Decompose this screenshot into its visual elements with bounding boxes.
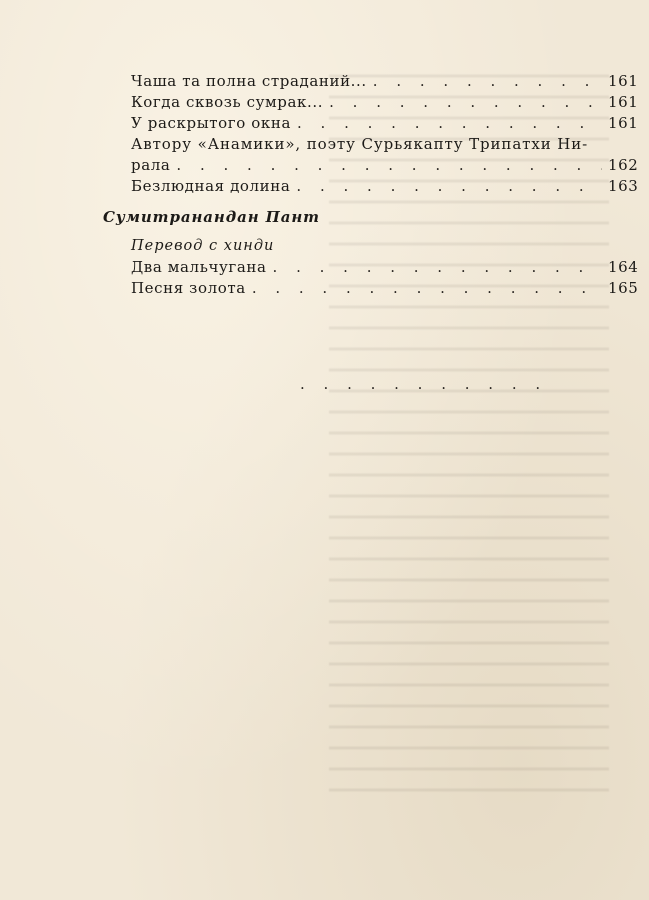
- toc-entry: [131, 114, 639, 135]
- toc-entry-page: 162: [608, 156, 639, 174]
- toc-entry-title: Чаша та полна страданий...: [131, 72, 367, 90]
- toc-entry: [131, 177, 639, 198]
- toc-entry-page: 161: [608, 93, 639, 111]
- toc-entry: [131, 72, 639, 93]
- dot-leader: [373, 72, 602, 90]
- section-separator-dots: . . . . . . . . . . .: [300, 375, 548, 393]
- dot-leader: [297, 114, 602, 132]
- toc-entry-page: 161: [608, 72, 639, 90]
- toc-entry-page: 165: [608, 279, 639, 297]
- author-heading: Сумитранандан Пант: [103, 208, 320, 226]
- toc-entry: [131, 156, 639, 177]
- toc-entry: [131, 279, 639, 300]
- toc-entry: [131, 93, 639, 114]
- toc-entry-title: Безлюдная долина: [131, 177, 291, 195]
- toc-entry-title: Два мальчугана: [131, 258, 267, 276]
- dot-leader: [252, 279, 602, 297]
- dot-leader: [296, 177, 602, 195]
- dot-leader: [176, 156, 602, 174]
- dot-leader: [329, 93, 602, 111]
- dot-leader: [273, 258, 602, 276]
- toc-entry-title-line1: Автору «Анамики», поэту Сурьякапту Трипатхи Ни-: [131, 135, 589, 153]
- toc-entry-title-line2: рала: [131, 156, 171, 174]
- toc-entry-page: 164: [608, 258, 639, 276]
- table-of-contents: [103, 72, 639, 300]
- toc-entry: [131, 258, 639, 279]
- toc-entry-title: Песня золота: [131, 279, 246, 297]
- toc-entry-page: 163: [608, 177, 639, 195]
- toc-entry-page: 161: [608, 114, 639, 132]
- toc-entry-title: У раскрытого окна: [131, 114, 292, 132]
- toc-entry-title: Когда сквозь сумрак...: [131, 93, 324, 111]
- translation-subheading: Перевод с хинди: [131, 238, 275, 254]
